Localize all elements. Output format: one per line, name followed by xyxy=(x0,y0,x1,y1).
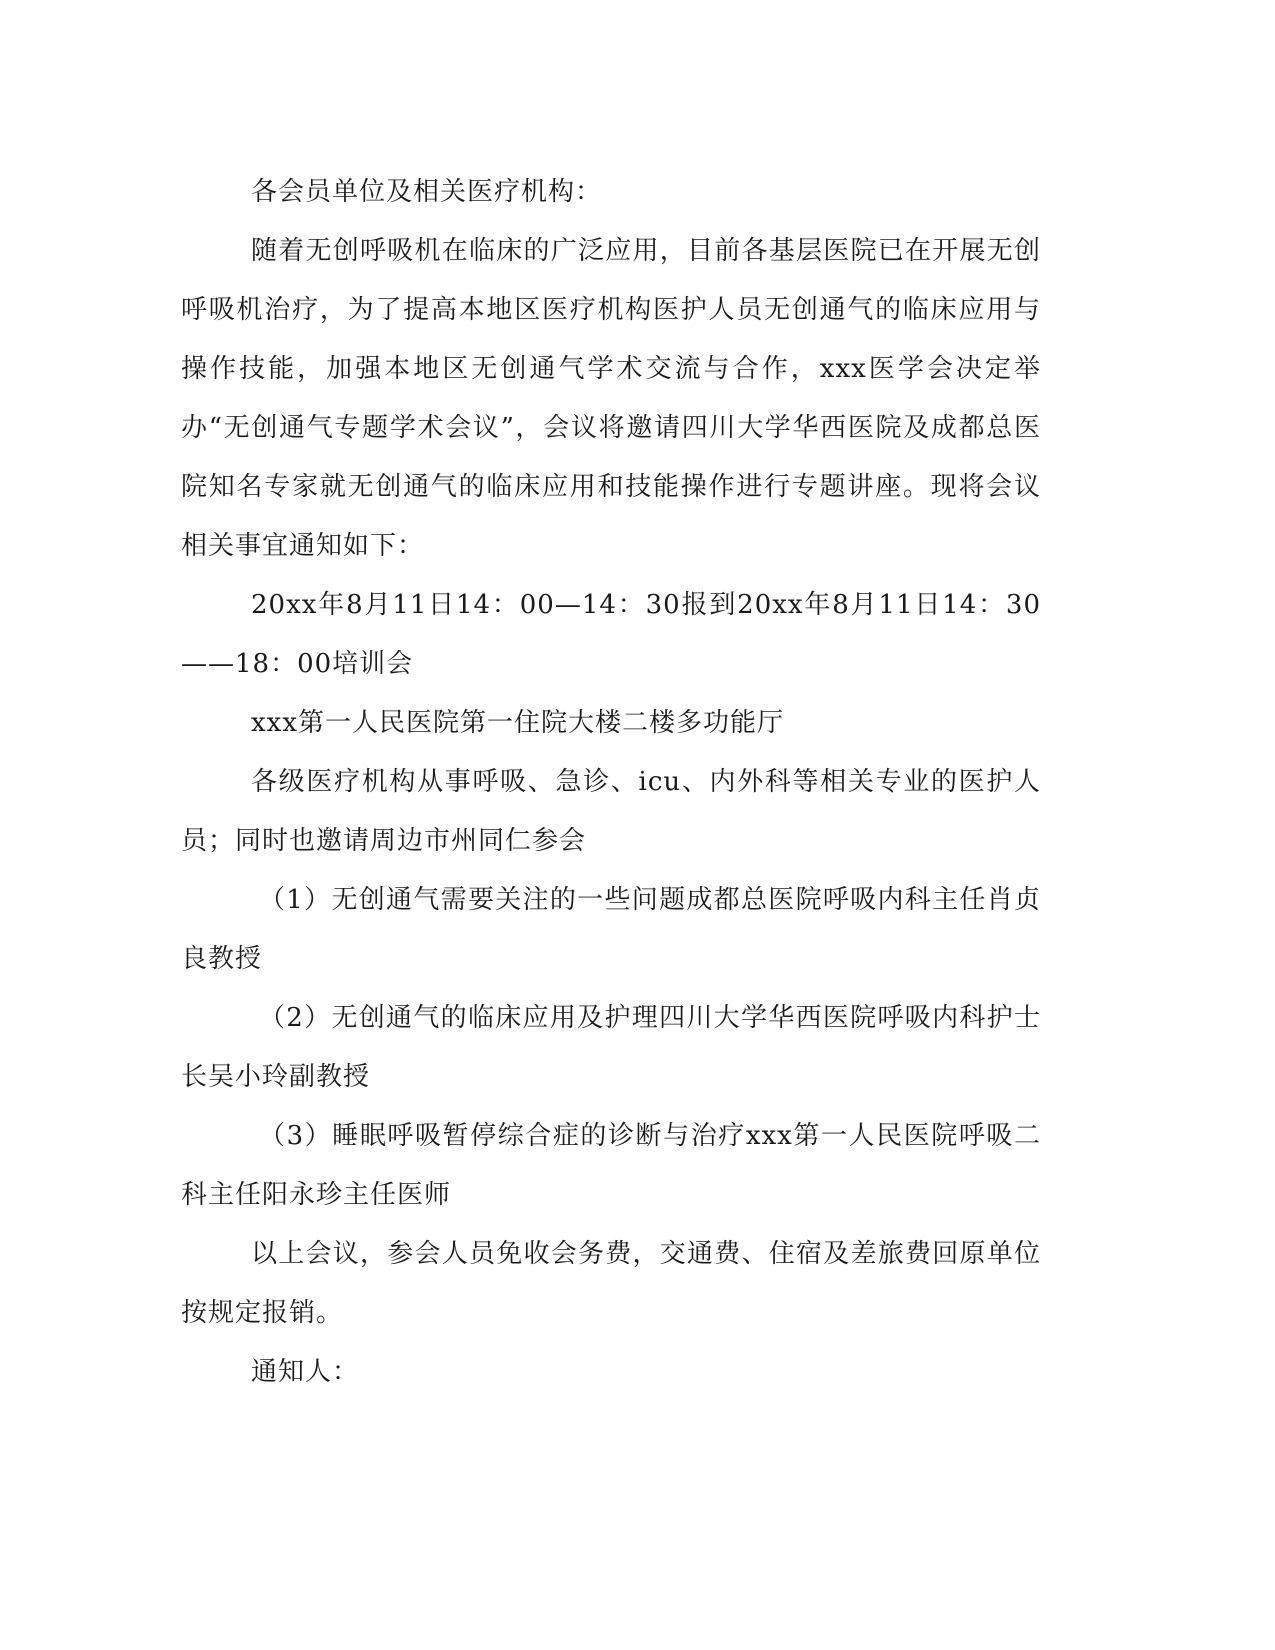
attendees-paragraph: 各级医疗机构从事呼吸、急诊、icu、内外科等相关专业的医护人员；同时也邀请周边市州同仁参会 xyxy=(181,767,1041,856)
topic-item: （3）睡眠呼吸暂停综合症的诊断与治疗xxx第一人民医院呼吸二科主任阳永珍主任医师 xyxy=(181,1121,1041,1210)
salutation: 各会员单位及相关医疗机构： xyxy=(251,177,603,207)
schedule-paragraph: 20xx年8月11日14：00—14：30报到20xx年8月11日14：30——18：00培训会 xyxy=(181,590,1041,679)
fees-paragraph: 以上会议，参会人员免收会务费，交通费、住宿及差旅费回原单位按规定报销。 xyxy=(181,1239,1041,1328)
document-body xyxy=(181,163,1041,1402)
notifier-line: 通知人： xyxy=(251,1357,360,1387)
topic-item: （1）无创通气需要关注的一些问题成都总医院呼吸内科主任肖贞良教授 xyxy=(181,885,1041,974)
venue-paragraph: xxx第一人民医院第一住院大楼二楼多功能厅 xyxy=(251,708,784,738)
intro-paragraph: 随着无创呼吸机在临床的广泛应用，目前各基层医院已在开展无创呼吸机治疗，为了提高本地区医疗机构医护人员无创通气的临床应用与操作技能，加强本地区无创通气学术交流与合作，xxx医学会决定举办“无创通气专题学术会议”，会议将邀请四川大学华西医院及成都总医院知名专家就无创通气的临床应用和技能操作进行专题讲座。现将会议相关事宜通知如下： xyxy=(181,236,1041,561)
topic-item: （2）无创通气的临床应用及护理四川大学华西医院呼吸内科护士长吴小玲副教授 xyxy=(181,1003,1041,1092)
